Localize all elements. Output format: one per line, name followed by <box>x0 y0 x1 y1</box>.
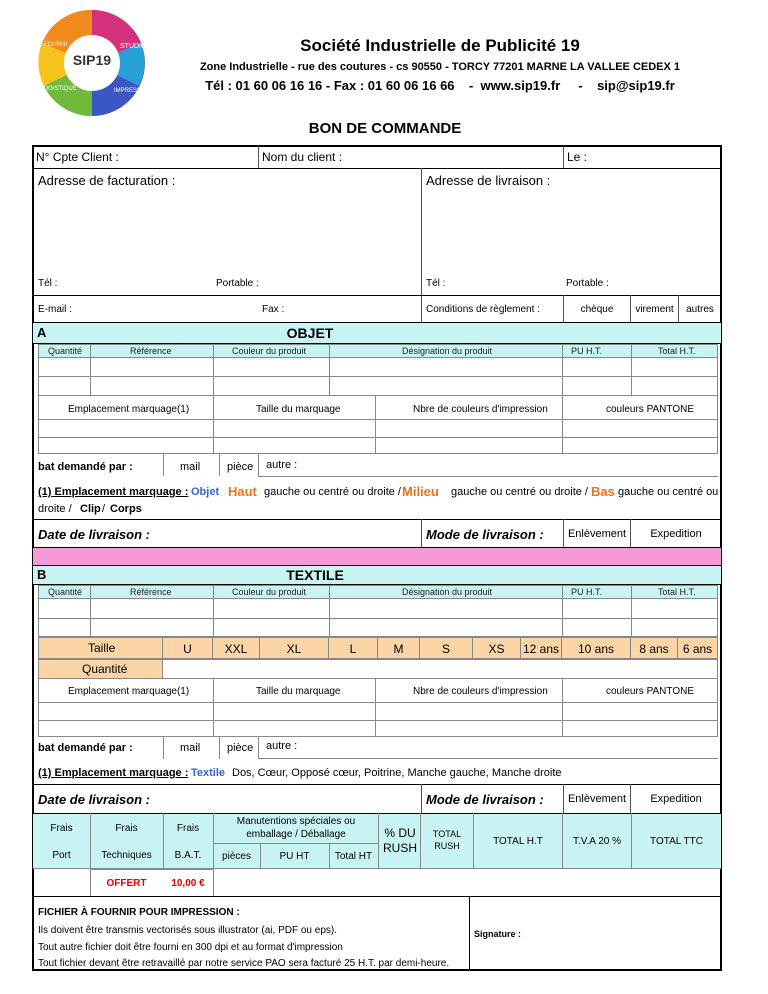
date-field[interactable] <box>590 148 718 166</box>
a-bat-mail[interactable]: mail <box>180 461 201 473</box>
section-separator <box>33 547 721 565</box>
payment-terms-label: Conditions de règlement : <box>426 304 540 315</box>
b-col-couleur: Couleur du produit <box>232 587 307 597</box>
fax-field[interactable] <box>292 298 417 320</box>
svg-text:STUDIO: STUDIO <box>120 43 147 50</box>
quantity-row-label: Quantité <box>82 662 128 676</box>
billing-address-label: Adresse de facturation : <box>38 173 176 188</box>
b-bat-autre[interactable]: autre : <box>266 740 298 752</box>
b-bat-mail[interactable]: mail <box>180 742 201 754</box>
size-label-8: 10 ans <box>577 642 615 656</box>
a-date-livraison: Date de livraison : <box>38 527 150 542</box>
mobile2-label: Portable : <box>566 278 609 289</box>
payment-other[interactable]: autres <box>686 304 714 315</box>
size-quantity-grid[interactable] <box>163 659 718 679</box>
date-label: Le : <box>567 150 588 164</box>
bat-price: 10,00 € <box>171 878 205 889</box>
signature-field[interactable] <box>472 900 718 968</box>
company-contact: Tél : 01 60 06 16 16 - Fax : 01 60 06 16 66 - www.sip19.fr - sip@sip19.fr <box>205 78 675 93</box>
a-note-sep: / <box>102 503 106 515</box>
b-col-pu: PU H.T. <box>571 587 603 597</box>
a-mode-livraison: Mode de livraison : <box>426 527 544 542</box>
size-label-5: S <box>441 642 450 656</box>
size-label-4: M <box>393 642 404 656</box>
total-ht: TOTAL H.T <box>493 836 543 847</box>
svg-text:SIP19: SIP19 <box>72 52 112 68</box>
b-note-rest: Dos, Cœur, Opposé cœur, Poitrine, Manche gauche, Manche droite <box>232 767 562 779</box>
a-note-line2: droite / <box>38 503 72 515</box>
billing-address-field[interactable] <box>36 192 418 272</box>
page-title: BON DE COMMANDE <box>308 120 462 137</box>
a-note-bas: Bas <box>591 484 615 499</box>
section-a-product-grid[interactable] <box>38 358 718 396</box>
b-col-total: Total H.T. <box>658 587 696 597</box>
a-note-t3: gauche ou centré ou <box>618 486 719 498</box>
size-cell <box>678 637 718 659</box>
signature-label: Signature : <box>474 929 522 939</box>
section-a-header <box>33 322 721 344</box>
size-cell <box>213 637 260 659</box>
company-logo <box>22 8 162 118</box>
size-label-9: 8 ans <box>639 642 669 656</box>
manutention-label: Manutentions spéciales ou emballage / Déballage <box>236 816 356 840</box>
b-marq-pantone: couleurs PANTONE <box>606 686 694 697</box>
port-offert: OFFERT <box>106 878 147 889</box>
col-reference: Référence <box>130 346 172 356</box>
a-note-corps: Corps <box>110 503 142 515</box>
client-name-label: Nom du client : <box>262 150 343 164</box>
section-b-header <box>33 565 721 585</box>
col-quantite: Quantité <box>48 346 83 356</box>
size-cell <box>260 637 329 659</box>
a-note-clip: Clip <box>80 503 101 515</box>
a-expedition[interactable]: Expedition <box>650 528 702 540</box>
a-marq-nbre: Nbre de couleurs d'impression <box>413 404 548 415</box>
section-a-title: OBJET <box>286 325 334 341</box>
size-label-3: L <box>349 642 357 656</box>
size-label-7: 12 ans <box>522 642 560 656</box>
a-marq-emplacement: Emplacement marquage(1) <box>68 404 190 415</box>
size-cell <box>631 637 678 659</box>
size-label-2: XL <box>286 642 302 656</box>
client-number-label: N° Cpte Client : <box>36 150 119 164</box>
frais-2: Frais <box>115 823 138 834</box>
size-cell <box>329 637 378 659</box>
a-marq-taille: Taille du marquage <box>256 404 341 415</box>
tva: T.V.A 20 % <box>573 836 621 847</box>
footer-line1: Ils doivent être transmis vectorisés sous illustrator (ai, PDF ou eps). <box>38 925 337 936</box>
footer-line3: Tout fichier devant être retravaillé par notre service PAO sera facturé 25 H.T. par demi-heure. <box>38 958 450 969</box>
manut-pieces: pièces <box>222 851 251 862</box>
col-designation: Désignation du produit <box>402 346 493 356</box>
size-label: Taille <box>88 641 116 655</box>
frais-port: Port <box>52 850 71 861</box>
mobile1-label: Portable : <box>216 278 259 289</box>
col-couleur: Couleur du produit <box>232 346 307 356</box>
phone1-label: Tél : <box>38 278 58 289</box>
b-mode-livraison: Mode de livraison : <box>426 792 544 807</box>
size-label-6: XS <box>488 642 505 656</box>
svg-text:FOURNI: FOURNI <box>44 42 67 48</box>
size-label-10: 6 ans <box>682 642 713 656</box>
company-name: Société Industrielle de Publicité 19 <box>300 36 580 55</box>
section-a-letter: A <box>37 325 47 340</box>
payment-transfer[interactable]: virement <box>635 304 674 315</box>
a-note-t2: gauche ou centré ou droite / <box>451 486 588 498</box>
delivery-address-field[interactable] <box>424 192 718 272</box>
size-cell <box>163 637 213 659</box>
col-total: Total H.T. <box>658 346 696 356</box>
b-bat-label: bat demandé par : <box>38 742 133 754</box>
size-cell <box>521 637 562 659</box>
b-col-reference: Référence <box>130 587 172 597</box>
manut-pu-ht: PU HT <box>279 851 310 862</box>
a-note-t1: gauche ou centré ou droite / <box>264 486 401 498</box>
frais-1: Frais <box>50 823 73 834</box>
a-note-haut: Haut <box>228 484 257 499</box>
email-field[interactable] <box>80 298 255 320</box>
size-label-1: XXL <box>224 642 248 656</box>
client-name-field[interactable] <box>345 148 560 166</box>
rush-percent: % DU RUSH <box>382 826 417 855</box>
b-col-quantite: Quantité <box>48 587 83 597</box>
section-b-title: TEXTILE <box>286 567 344 583</box>
b-enlevement[interactable]: Enlèvement <box>567 793 627 805</box>
company-address: Zone Industrielle - rue des coutures - cs 90550 - TORCY 77201 MARNE LA VALLEE CEDEX 1 <box>199 61 681 73</box>
svg-text:LOGISTIQUE: LOGISTIQUE <box>40 86 77 92</box>
size-cell <box>378 637 420 659</box>
client-number-field[interactable] <box>140 148 255 166</box>
frais-3: Frais <box>176 823 200 834</box>
svg-text:IMPRESSION: IMPRESSION <box>114 88 152 94</box>
fax-label: Fax : <box>262 304 285 315</box>
a-bat-label: bat demandé par : <box>38 461 133 473</box>
b-marq-nbre: Nbre de couleurs d'impression <box>413 686 548 697</box>
size-cell <box>473 637 521 659</box>
frais-techniques: Techniques <box>101 850 152 861</box>
delivery-address-label: Adresse de livraison : <box>426 173 551 188</box>
payment-cheque[interactable]: chèque <box>580 304 614 315</box>
a-note-objet: Objet <box>191 486 220 498</box>
b-expedition[interactable]: Expedition <box>650 793 702 805</box>
a-bat-autre[interactable]: autre : <box>266 459 298 471</box>
size-cell <box>420 637 473 659</box>
b-note-textile: Textile <box>191 767 226 779</box>
total-ttc: TOTAL TTC <box>650 836 703 847</box>
a-note-milieu: Milieu <box>402 484 439 499</box>
a-enlevement[interactable]: Enlèvement <box>567 528 627 540</box>
size-label-0: U <box>183 642 192 656</box>
frais-bat: B.A.T. <box>174 850 202 861</box>
b-col-designation: Désignation du produit <box>402 587 493 597</box>
col-pu: PU H.T. <box>571 346 603 356</box>
a-bat-piece[interactable]: pièce <box>227 461 254 473</box>
footer-title: FICHIER À FOURNIR POUR IMPRESSION : <box>38 907 240 918</box>
b-bat-piece[interactable]: pièce <box>227 742 254 754</box>
manut-total-ht: Total HT <box>334 851 373 862</box>
b-marq-taille: Taille du marquage <box>256 686 341 697</box>
b-date-livraison: Date de livraison : <box>38 792 150 807</box>
total-rush: TOTAL RUSH <box>432 829 462 851</box>
a-note-lead: (1) Emplacement marquage : <box>38 486 189 498</box>
phone2-label: Tél : <box>426 278 446 289</box>
a-marq-pantone: couleurs PANTONE <box>606 404 694 415</box>
b-marq-emplacement: Emplacement marquage(1) <box>68 686 190 697</box>
b-note-lead: (1) Emplacement marquage : <box>38 767 189 779</box>
size-cell <box>562 637 631 659</box>
section-b-letter: B <box>37 567 47 582</box>
email-label: E-mail : <box>38 304 72 315</box>
footer-line2: Tout autre fichier doit être fourni en 300 dpi et au format d'impression <box>38 942 343 953</box>
